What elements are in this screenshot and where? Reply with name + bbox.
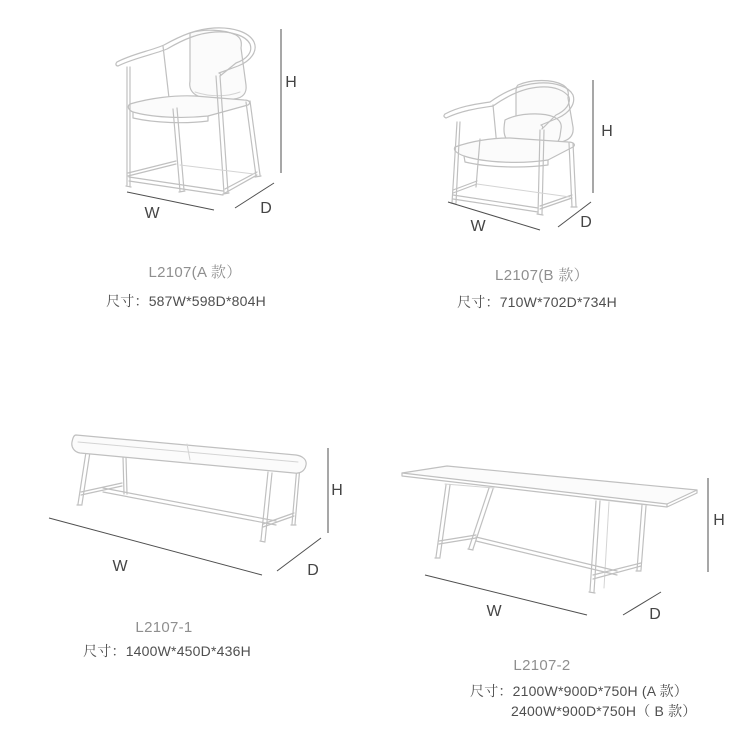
bench-sketch: [72, 435, 306, 542]
height-dimension-label: H: [601, 123, 613, 140]
depth-dimension-label: D: [307, 562, 319, 579]
table-dimensions: [425, 478, 725, 623]
width-dimension-line: [425, 575, 587, 615]
width-dimension-label: W: [470, 218, 486, 235]
chair-b-sketch: [444, 81, 577, 216]
depth-dimension-label: D: [649, 606, 661, 623]
width-dimension-line: [127, 192, 214, 210]
height-dimension-label: H: [713, 512, 725, 529]
width-dimension-label: W: [112, 558, 128, 575]
product-size-line1: 尺寸：2100W*900D*750H (A 款）: [470, 683, 688, 699]
height-dimension-label: H: [285, 74, 297, 91]
product-title: L2107(A 款）: [148, 264, 242, 281]
product-title: L2107-2: [513, 657, 571, 674]
chair-a-drawing: [100, 5, 310, 230]
product-size: 尺寸：587W*598D*804H: [106, 293, 266, 309]
depth-dimension-label: D: [580, 214, 592, 231]
table-drawing: [390, 440, 750, 670]
width-dimension-label: W: [144, 205, 160, 222]
bench-drawing: [30, 415, 350, 600]
width-dimension-label: W: [486, 603, 502, 620]
product-title: L2107-1: [135, 619, 193, 636]
product-title: L2107(B 款）: [495, 267, 589, 284]
depth-dimension-label: D: [260, 200, 272, 217]
table-sketch: [402, 466, 697, 593]
product-size-line2: 2400W*900D*750H（ B 款）: [511, 703, 697, 719]
product-size: [470, 681, 697, 721]
product-size: 尺寸：1400W*450D*436H: [83, 643, 251, 659]
product-size: 尺寸：710W*702D*734H: [457, 294, 617, 310]
height-dimension-label: H: [331, 482, 343, 499]
chair-a-sketch: [116, 28, 261, 195]
chair-b-drawing: [430, 75, 650, 255]
width-dimension-line: [49, 518, 262, 575]
